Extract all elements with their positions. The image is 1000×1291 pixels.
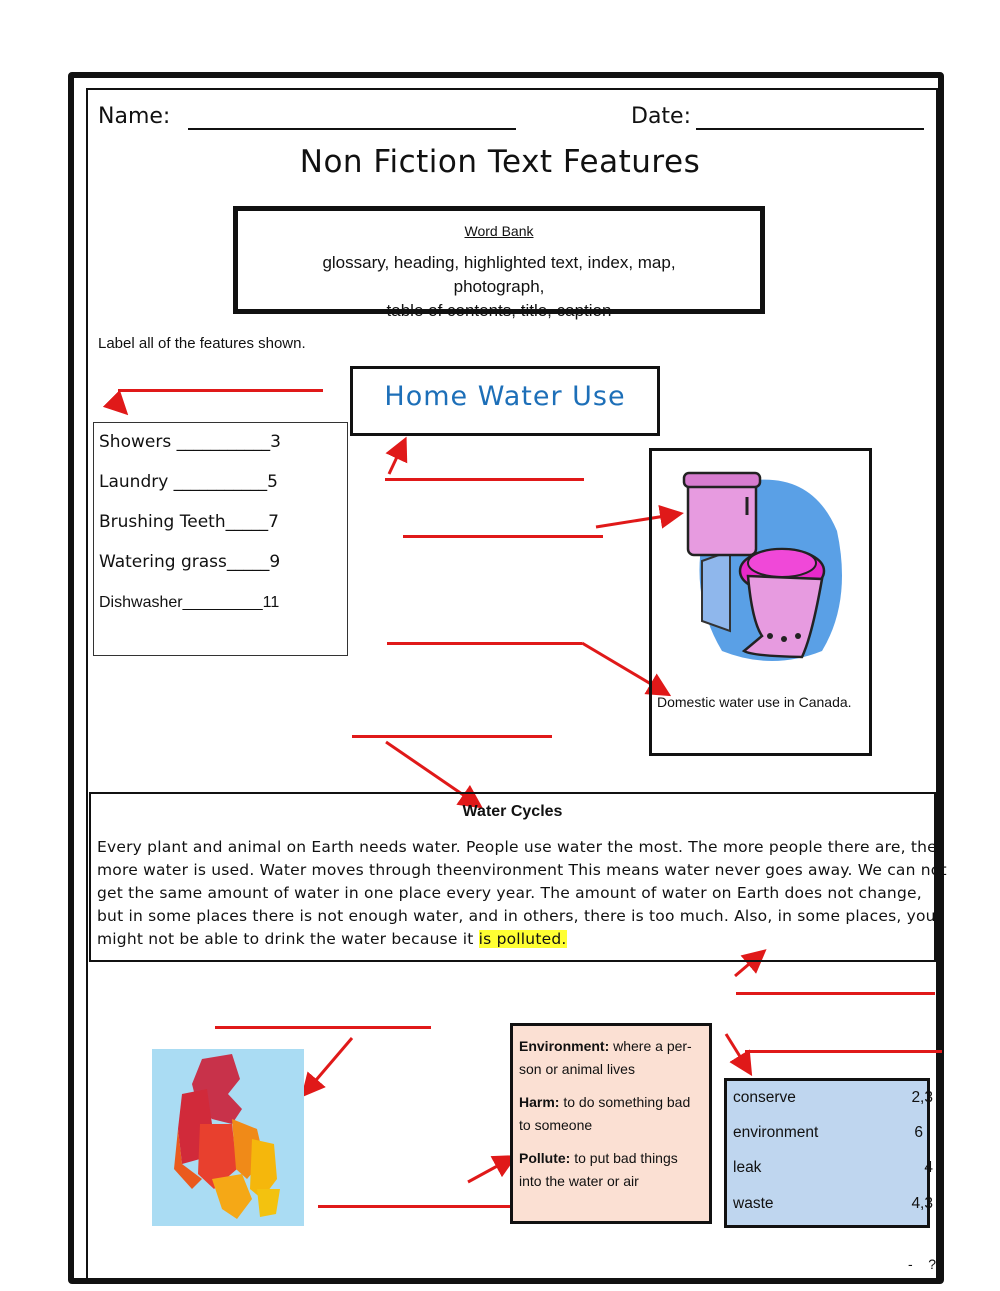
passage-title: Water Cycles [462,803,563,820]
toilet-icon [652,451,869,691]
name-label: Name: [98,104,171,129]
map-example [152,1049,304,1226]
text-passage [89,792,947,962]
glossary-definition: to put bad things into the water or air [519,1150,678,1189]
heading-example [350,366,660,436]
index-row [733,1159,933,1177]
heading-example-text: Home Water Use [384,381,626,412]
index-pages: 4,3 [911,1195,933,1212]
arrow-to-map [305,1038,352,1093]
toc-row: Showers ___________3 [99,432,281,452]
index-word: environment [733,1124,819,1141]
toc-row: Brushing Teeth_____7 [99,512,279,532]
index-example [724,1078,933,1228]
arrow-to-toc [112,399,124,411]
index-word: conserve [733,1089,796,1106]
index-pages: 2,3 [911,1089,933,1106]
date-label: Date: [631,104,691,129]
glossary-definition: to do something bad to someone [519,1094,691,1133]
highlighted-text: is polluted. [478,930,567,948]
glossary-term: Pollute: [519,1150,571,1166]
instruction-text: Label all of the features shown. [98,335,306,352]
footer-marks: - ? [908,1256,937,1272]
glossary-entry [519,1091,703,1137]
canada-map-icon [152,1049,304,1226]
index-pages: 6 [914,1124,923,1141]
passage-body [97,836,947,951]
photo-caption: Domestic water use in Canada. [657,694,852,710]
glossary-entry [519,1147,703,1193]
word-bank-line-2: table of contents, title, caption [386,301,612,320]
toc-row: Laundry ___________5 [99,472,278,492]
index-row [733,1089,933,1107]
word-bank-title: Word Bank [464,223,534,239]
passage-text: Every plant and animal on Earth needs water. People use water the most. The more people there are, the more water is used. Water moves through theenvironment This means water never goes away. We can not get the same amount of water in one place every year. The amount of water on Earth does not change, but in some places there is not enough water, and in others, there is too much. Also, in some places, you might not be able to drink the water because it [97,838,947,948]
page-title: Non Fiction Text Features [299,144,701,180]
index-word: waste [733,1195,774,1212]
index-row [733,1195,933,1213]
arrow-to-index [726,1034,749,1071]
glossary-definition: where a per-son or animal lives [519,1038,692,1077]
glossary-example [510,1023,712,1224]
index-pages: 4 [924,1159,933,1176]
table-of-contents-example [93,422,348,656]
index-row [733,1124,933,1142]
toc-row: Dishwasher_________11 [99,594,280,611]
glossary-entry [519,1035,703,1081]
glossary-term: Environment: [519,1038,610,1054]
index-word: leak [733,1159,762,1176]
word-bank-line-1: glossary, heading, highlighted text, index, map, photograph, [322,253,676,296]
glossary-term: Harm: [519,1094,560,1110]
toc-row: Watering grass_____9 [99,552,281,572]
arrow-to-glossary [468,1158,512,1182]
arrow-to-heading [389,442,404,474]
